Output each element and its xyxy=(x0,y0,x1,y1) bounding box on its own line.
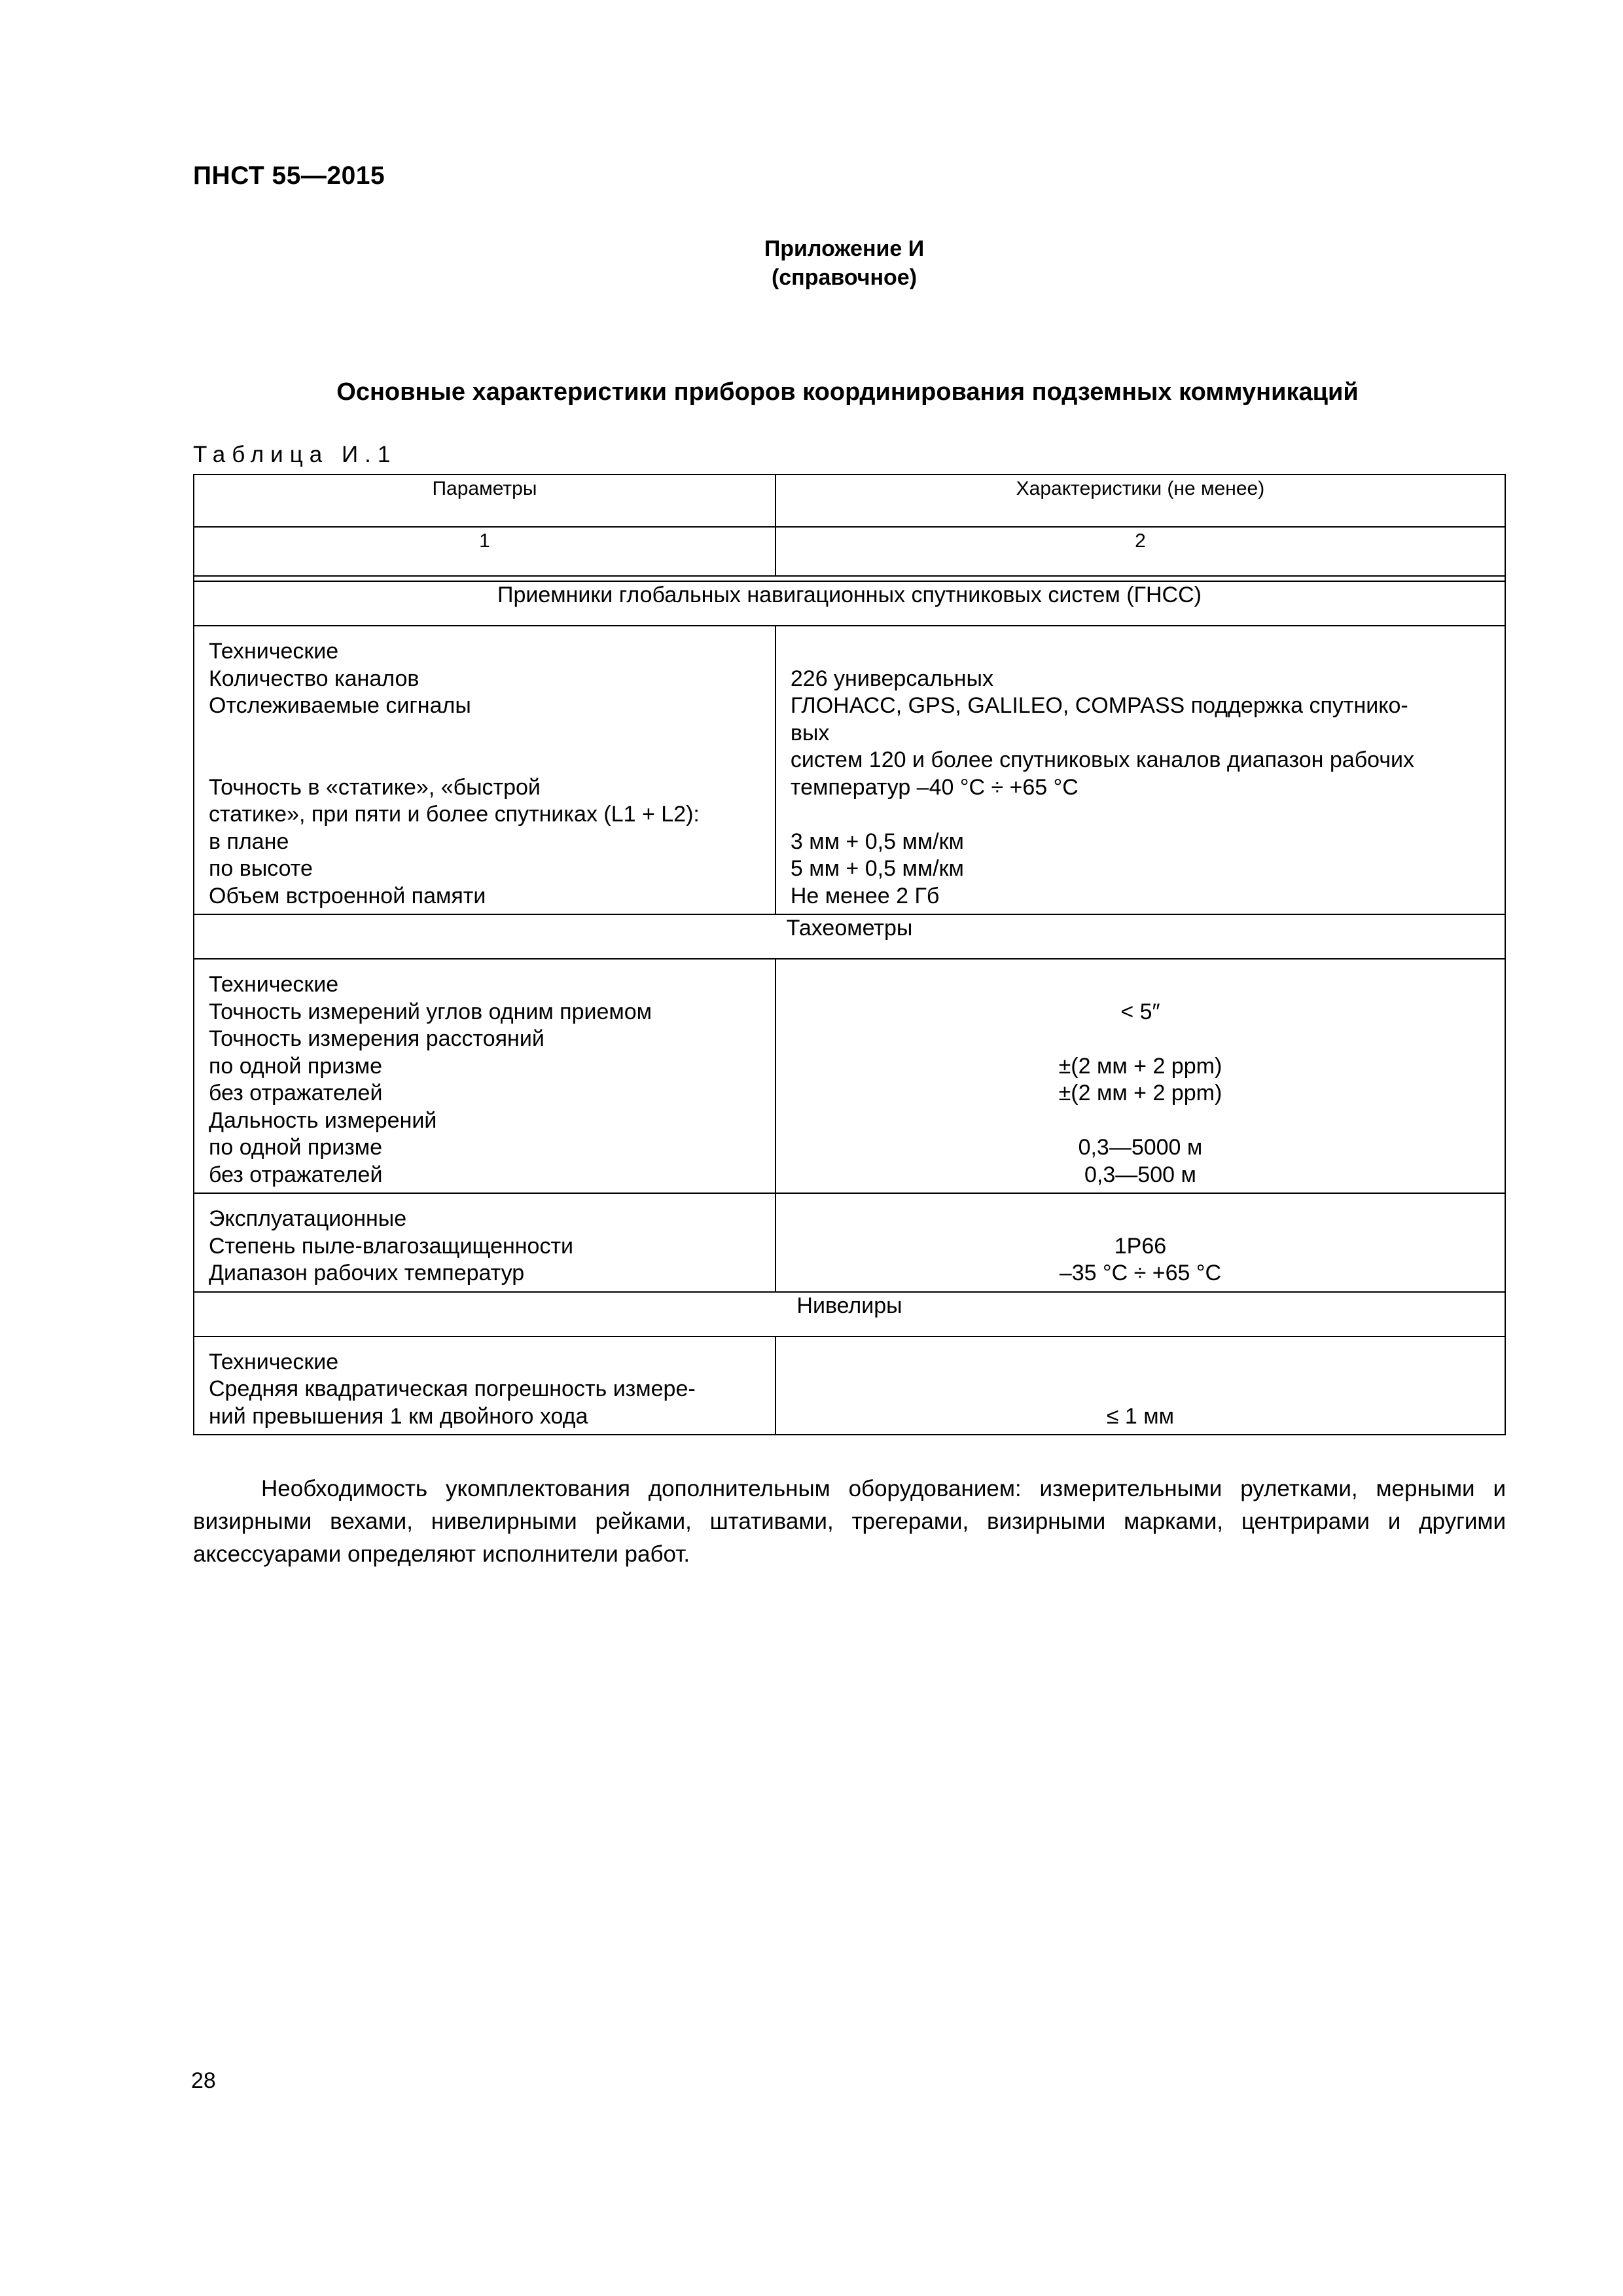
value-line: 5 мм + 0,5 мм/км xyxy=(790,856,964,881)
value-line: ±(2 мм + 2 ppm) xyxy=(1058,1053,1222,1079)
parameter-line: без отражателей xyxy=(209,1081,383,1105)
section-title: Тахеометры xyxy=(194,914,1505,959)
parameter-line: по высоте xyxy=(209,856,313,881)
value-line xyxy=(791,971,1490,999)
parameter-line: по одной призме xyxy=(209,1135,383,1160)
characteristics-table xyxy=(193,474,1506,1435)
note-text: Необходимость укомплектования дополнительным оборудованием: измерительными рулетками, мерными и визирными вехами, нивелирными рейками, штативами, трегерами, визирными марками, центрирами и другими аксессуарами определяют исполнители работ. xyxy=(193,1476,1506,1567)
section-title: Нивелиры xyxy=(194,1292,1505,1336)
header-characteristics: Характеристики (не менее) xyxy=(776,475,1505,527)
value-line xyxy=(791,1107,1490,1135)
parameter-cell xyxy=(194,1336,776,1435)
value-line: –35 °С ÷ +65 °С xyxy=(1059,1261,1222,1285)
parameter-line: Диапазон рабочих температур xyxy=(209,1261,525,1285)
section-title-row xyxy=(194,581,1505,626)
parameter-line: по одной призме xyxy=(209,1053,383,1079)
value-line xyxy=(791,1206,1490,1233)
column-number-row xyxy=(194,527,1505,576)
parameter-line: Технические xyxy=(209,1349,339,1374)
note-paragraph xyxy=(193,1473,1506,1571)
table-row xyxy=(194,1193,1505,1292)
parameter-line: без отражателей xyxy=(209,1162,383,1187)
table-header-row xyxy=(194,475,1505,527)
value-line: 0,3—5000 м xyxy=(1078,1135,1203,1160)
appendix-heading xyxy=(0,234,1623,292)
parameter-cell xyxy=(194,959,776,1193)
section-title: Приемники глобальных навигационных спутниковых систем (ГНСС) xyxy=(194,581,1505,626)
parameter-line: Отслеживаемые сигналы xyxy=(209,693,471,718)
value-line: ГЛОНАСС, GPS, GALILEO, COMPASS поддержка спутнико- xyxy=(790,693,1408,718)
value-line: 3 мм + 0,5 мм/км xyxy=(790,829,964,854)
parameter-line: Точность в «статике», «быстрой xyxy=(209,774,541,800)
value-line: ±(2 мм + 2 ppm) xyxy=(1058,1081,1222,1105)
value-line: Не менее 2 Гб xyxy=(790,883,940,908)
value-line: < 5″ xyxy=(1120,999,1160,1024)
appendix-type: (справочное) xyxy=(771,265,918,290)
value-line: систем 120 и более спутниковых каналов диапазон рабочих xyxy=(790,747,1415,772)
table-row xyxy=(194,626,1505,914)
header-separator xyxy=(194,576,1505,581)
appendix-title: Приложение И xyxy=(764,236,925,261)
parameter-line xyxy=(209,747,775,774)
document-code: ПНСТ 55—2015 xyxy=(193,162,385,190)
value-line: 0,3—500 м xyxy=(1084,1162,1196,1187)
parameter-line: Технические xyxy=(209,639,339,664)
section-title-row xyxy=(194,914,1505,959)
value-line xyxy=(791,638,1490,666)
document-title: Основные характеристики приборов координирования подземных коммуникаций xyxy=(336,378,1359,406)
value-line xyxy=(791,1026,1490,1053)
parameter-line xyxy=(209,720,775,747)
column-number-2: 2 xyxy=(776,527,1505,576)
page-number: 28 xyxy=(191,2068,216,2093)
parameter-line: ний превышения 1 км двойного хода xyxy=(209,1403,588,1429)
value-line xyxy=(791,1376,1490,1403)
parameter-line: в плане xyxy=(209,829,289,854)
value-cell xyxy=(776,626,1505,914)
separator-cell xyxy=(194,576,1505,581)
value-line: вых xyxy=(790,720,830,745)
value-cell xyxy=(776,1336,1505,1435)
parameter-line: статике», при пяти и более спутниках (L1 + L2): xyxy=(209,802,700,827)
parameter-line: Количество каналов xyxy=(209,666,419,691)
column-number-1: 1 xyxy=(194,527,776,576)
value-cell xyxy=(776,1193,1505,1292)
parameter-line: Объем встроенной памяти xyxy=(209,883,486,908)
value-line xyxy=(791,1349,1490,1376)
section-title-row xyxy=(194,1292,1505,1336)
parameter-line: Технические xyxy=(209,972,339,997)
parameter-cell xyxy=(194,1193,776,1292)
value-line: температур –40 °С ÷ +65 °С xyxy=(790,774,1079,800)
table-row xyxy=(194,959,1505,1193)
parameter-line: Точность измерения расстояний xyxy=(209,1026,544,1051)
value-line: 226 универсальных xyxy=(790,666,993,691)
value-line xyxy=(791,801,1490,829)
parameter-line: Эксплуатационные xyxy=(209,1206,407,1231)
parameter-line: Степень пыле-влагозащищенности xyxy=(209,1233,574,1259)
value-cell xyxy=(776,959,1505,1193)
parameter-line: Точность измерений углов одним приемом xyxy=(209,999,652,1024)
parameter-line: Дальность измерений xyxy=(209,1107,437,1133)
table-row xyxy=(194,1336,1505,1435)
parameter-line: Средняя квадратическая погрешность измере- xyxy=(209,1376,696,1401)
value-line: ≤ 1 мм xyxy=(1106,1403,1175,1429)
table-label: Таблица И.1 xyxy=(193,442,397,467)
header-parameters: Параметры xyxy=(194,475,776,527)
parameter-cell xyxy=(194,626,776,914)
value-line: 1Р66 xyxy=(1114,1233,1167,1259)
